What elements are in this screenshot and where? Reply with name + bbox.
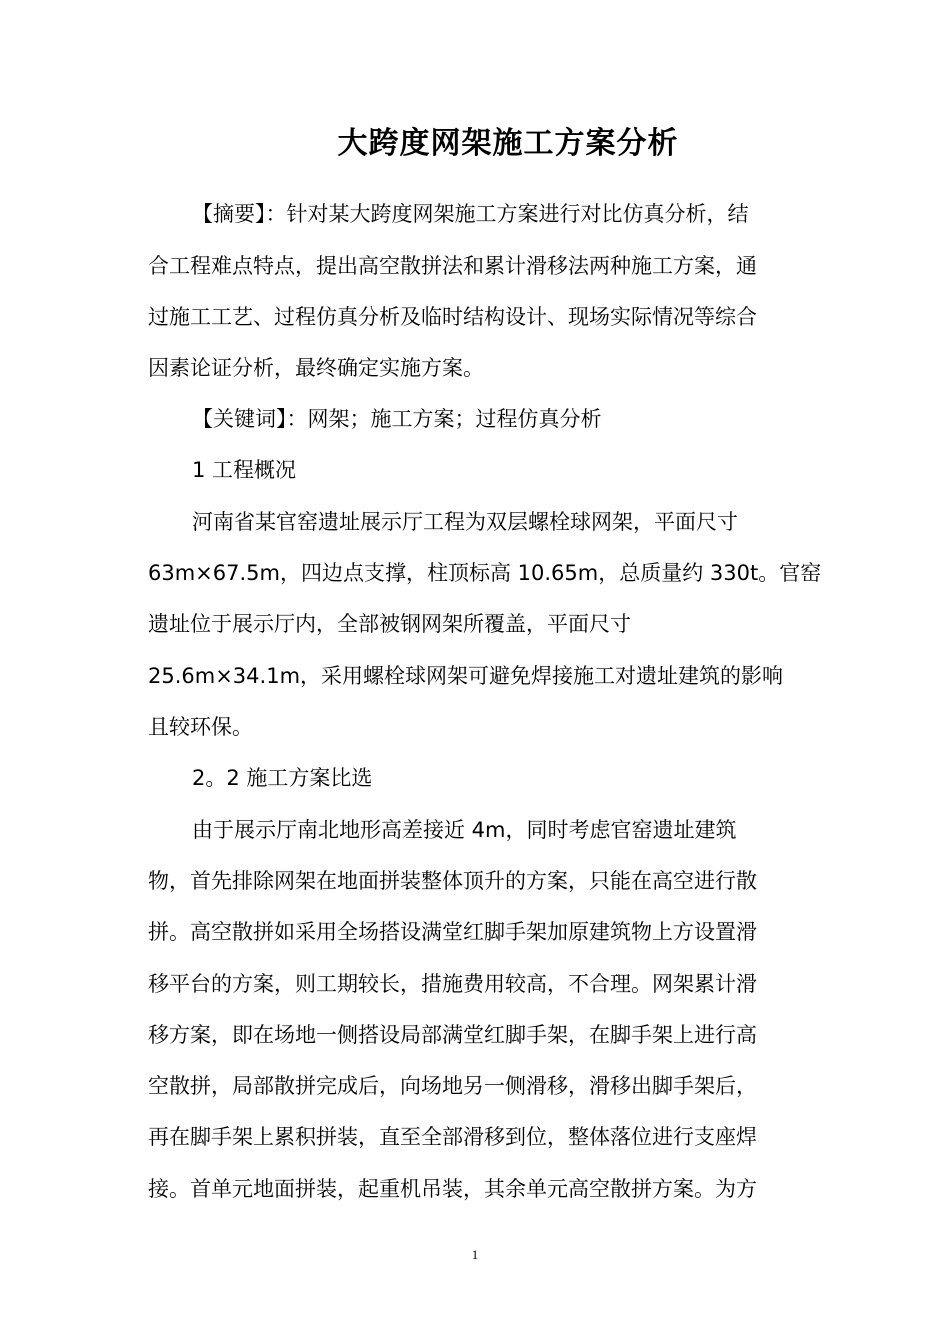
keywords-line: 【关键词】：网架；施工方案；过程仿真分析 [192, 407, 602, 431]
section-2-line-6: 空散拼，局部散拼完成后，向场地另一侧滑移，滑移出脚手架后， [148, 1074, 757, 1098]
abstract-line-3: 过施工工艺、过程仿真分析及临时结构设计、现场实际情况等综合 [148, 305, 757, 329]
section-2-line-2: 物，首先排除网架在地面拼装整体顶升的方案，只能在高空进行散 [148, 869, 757, 893]
section-1-line-4: 25.6m×34.1m，采用螺栓球网架可避免焊接施工对遗址建筑的影响 [148, 664, 784, 688]
document-title: 大跨度网架施工方案分析 [337, 126, 679, 161]
section-2-line-7: 再在脚手架上累积拼装，直至全部滑移到位，整体落位进行支座焊 [148, 1125, 757, 1149]
section-1-line-2: 63m×67.5m，四边点支撑，柱顶标高 10.65m，总质量约 330t。官窑 [148, 561, 822, 585]
section-2-line-3: 拼。高空散拼如采用全场搭设满堂红脚手架加原建筑物上方设置滑 [148, 920, 757, 944]
section-1-line-3: 遗址位于展示厅内，全部被钢网架所覆盖，平面尺寸 [148, 612, 631, 636]
section-2-line-8: 接。首单元地面拼装，起重机吊装，其余单元高空散拼方案。为方 [148, 1177, 757, 1201]
section-1-line-5: 且较环保。 [148, 715, 253, 739]
section-1-line-1: 河南省某官窑遗址展示厅工程为双层螺栓球网架，平面尺寸 [192, 510, 738, 534]
section-1-heading: 1 工程概况 [192, 458, 297, 482]
abstract-line-2: 合工程难点特点，提出高空散拼法和累计滑移法两种施工方案，通 [148, 254, 757, 278]
section-2-line-4: 移平台的方案，则工期较长，措施费用较高，不合理。网架累计滑 [148, 972, 757, 996]
abstract-line-4: 因素论证分析，最终确定实施方案。 [148, 356, 484, 380]
abstract-line-1: 【摘要】：针对某大跨度网架施工方案进行对比仿真分析，结 [192, 202, 749, 226]
section-2-line-1: 由于展示厅南北地形高差接近 4m，同时考虑官窑遗址建筑 [192, 818, 737, 842]
section-2-heading: 2。2 施工方案比选 [192, 766, 373, 790]
page-number: 1 [471, 1247, 479, 1262]
section-2-line-5: 移方案，即在场地一侧搭设局部满堂红脚手架，在脚手架上进行高 [148, 1023, 757, 1047]
